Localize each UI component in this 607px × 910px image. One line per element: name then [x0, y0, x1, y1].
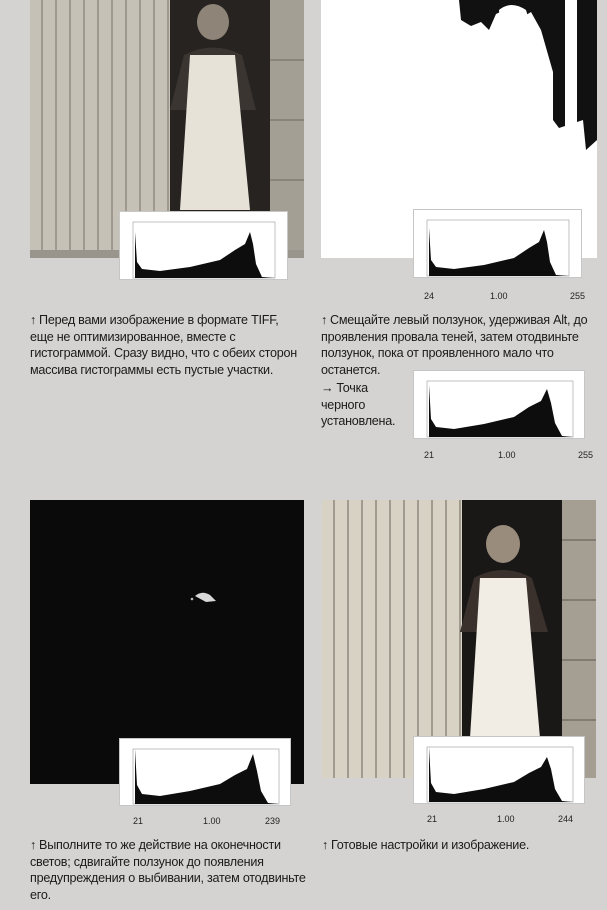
up-arrow-icon: ↑: [30, 313, 37, 327]
shadows-tick-right: 255: [570, 291, 586, 301]
caption-shadows: ↑ Смещайте левый ползунок, удерживая Alt, до проявления провала теней, затем отодвиньте ползунок, пока от проявленного мало что останется.: [321, 313, 588, 377]
histogram-black-point: [414, 371, 584, 438]
up-arrow-icon: ↑: [322, 838, 329, 852]
highlights-tick-right: 239: [265, 816, 281, 826]
black-point-tick-mid: 1.00: [498, 450, 516, 460]
histogram-original: [120, 212, 287, 279]
final-tick-left: 21: [427, 814, 438, 824]
up-arrow-icon: ↑: [321, 313, 328, 327]
up-arrow-icon: ↑: [30, 838, 37, 852]
shadows-tick-left: 24: [424, 291, 435, 301]
final-tick-right: 244: [558, 814, 574, 824]
caption-black-point: → Точка черного установлена.: [321, 381, 396, 428]
highlights-tick-left: 21: [133, 816, 144, 826]
histogram-shadows: [414, 210, 581, 277]
caption-original: ↑ Перед вами изображение в формате TIFF, еще не оптимизированное, вместе с гистограммой. Сразу видно, что с обеих сторон массива гистограммы есть пустые участки.: [30, 313, 297, 377]
shadows-tick-mid: 1.00: [490, 291, 508, 301]
histogram-highlights: [120, 739, 290, 805]
right-arrow-icon: →: [321, 381, 334, 395]
caption-highlights: ↑ Выполните то же действие на оконечности светов; сдвигайте ползунок до появления предупреждения о выбивании, затем отодвиньте его.: [30, 838, 306, 902]
histogram-final: [414, 737, 584, 803]
highlights-tick-mid: 1.00: [203, 816, 221, 826]
final-tick-mid: 1.00: [497, 814, 515, 824]
black-point-tick-right: 255: [578, 450, 594, 460]
caption-final: ↑ Готовые настройки и изображение.: [322, 838, 530, 852]
black-point-tick-left: 21: [424, 450, 435, 460]
